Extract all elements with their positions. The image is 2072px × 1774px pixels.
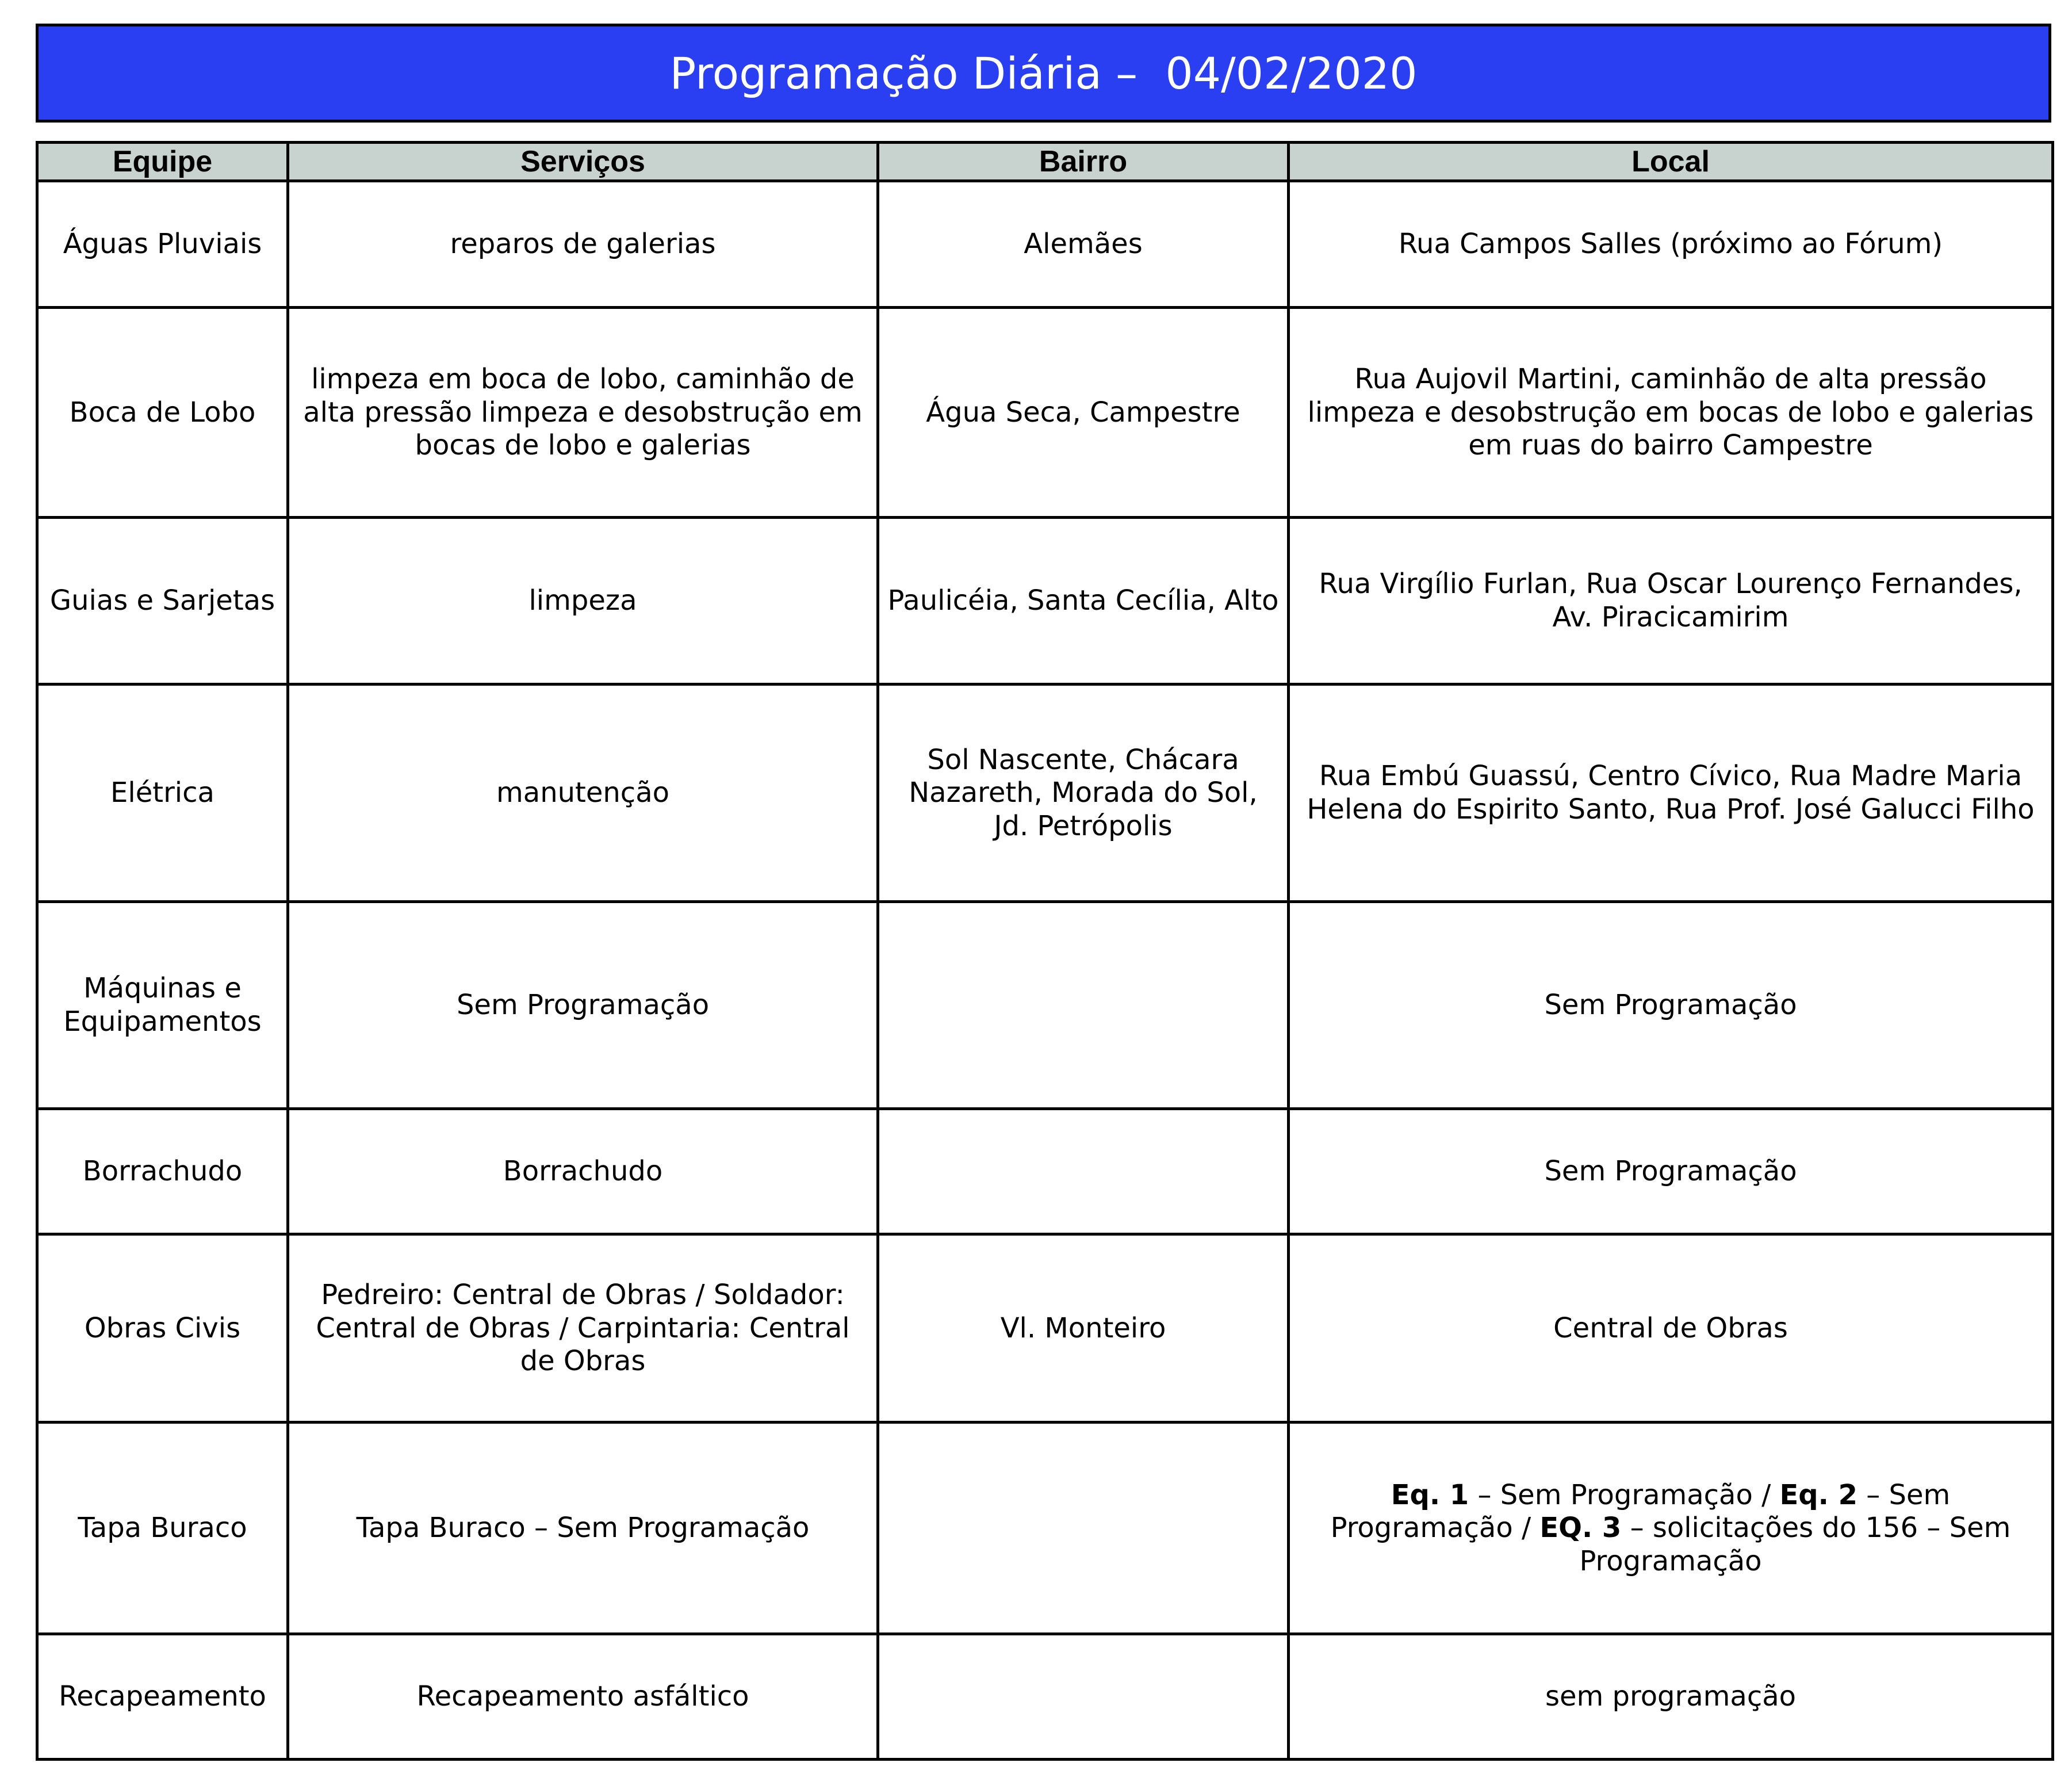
table-header-row [37,143,2053,181]
cell-local [1289,1423,2053,1634]
cell-servicos: Tapa Buraco – Sem Programação [288,1423,878,1634]
cell-equipe: Máquinas e Equipamentos [37,902,288,1109]
eq3-label: EQ. 3 [1539,1512,1622,1544]
cell-bairro: Água Seca, Campestre [878,308,1289,518]
eq2-text: – Sem Programação / [1330,1478,1951,1544]
cell-bairro: Vl. Monteiro [878,1234,1289,1423]
column-header-equipe: Equipe [37,143,288,181]
table-row [37,1634,2053,1760]
cell-servicos: limpeza em boca de lobo, caminhão de alta pressão limpeza e desobstrução em bocas de lobo e galerias [288,308,878,518]
column-header-bairro: Bairro [878,143,1289,181]
cell-bairro [878,1634,1289,1760]
table-row [37,1109,2053,1234]
cell-bairro: Alemães [878,181,1289,308]
page-title: Programação Diária – 04/02/2020 [36,24,2051,123]
eq3-text: – solicitações do 156 – Sem Programação [1579,1512,2011,1577]
column-header-servicos: Serviços [288,143,878,181]
cell-bairro [878,902,1289,1109]
column-header-local: Local [1289,143,2053,181]
table-row [37,685,2053,902]
cell-servicos: manutenção [288,685,878,902]
schedule-table [36,141,2054,1761]
cell-equipe: Águas Pluviais [37,181,288,308]
cell-equipe: Elétrica [37,685,288,902]
cell-equipe: Borrachudo [37,1109,288,1234]
cell-equipe: Tapa Buraco [37,1423,288,1634]
cell-servicos: Pedreiro: Central de Obras / Soldador: Central de Obras / Carpintaria: Central de Obras [288,1234,878,1423]
table-row [37,518,2053,685]
cell-servicos: Sem Programação [288,902,878,1109]
cell-servicos: reparos de galerias [288,181,878,308]
table-row [37,181,2053,308]
table-row [37,1423,2053,1634]
eq1-label: Eq. 1 [1391,1478,1469,1511]
table-row [37,308,2053,518]
cell-bairro [878,1423,1289,1634]
cell-bairro [878,1109,1289,1234]
cell-local: sem programação [1289,1634,2053,1760]
cell-bairro: Sol Nascente, Chácara Nazareth, Morada do Sol, Jd. Petrópolis [878,685,1289,902]
cell-equipe: Recapeamento [37,1634,288,1760]
eq1-text: – Sem Programação / [1469,1478,1780,1511]
eq2-label: Eq. 2 [1779,1478,1858,1511]
cell-servicos: Borrachudo [288,1109,878,1234]
table-row [37,902,2053,1109]
cell-local: Sem Programação [1289,1109,2053,1234]
cell-bairro: Paulicéia, Santa Cecília, Alto [878,518,1289,685]
cell-equipe: Guias e Sarjetas [37,518,288,685]
cell-servicos: limpeza [288,518,878,685]
cell-local: Central de Obras [1289,1234,2053,1423]
cell-local: Sem Programação [1289,902,2053,1109]
cell-servicos: Recapeamento asfáltico [288,1634,878,1760]
cell-equipe: Boca de Lobo [37,308,288,518]
cell-equipe: Obras Civis [37,1234,288,1423]
cell-local: Rua Embú Guassú, Centro Cívico, Rua Madre Maria Helena do Espirito Santo, Rua Prof. José Galucci Filho [1289,685,2053,902]
cell-local: Rua Virgílio Furlan, Rua Oscar Lourenço Fernandes, Av. Piracicamirim [1289,518,2053,685]
table-row [37,1234,2053,1423]
cell-local: Rua Campos Salles (próximo ao Fórum) [1289,181,2053,308]
cell-local: Rua Aujovil Martini, caminhão de alta pressão limpeza e desobstrução em bocas de lobo e galerias em ruas do bairro Campestre [1289,308,2053,518]
